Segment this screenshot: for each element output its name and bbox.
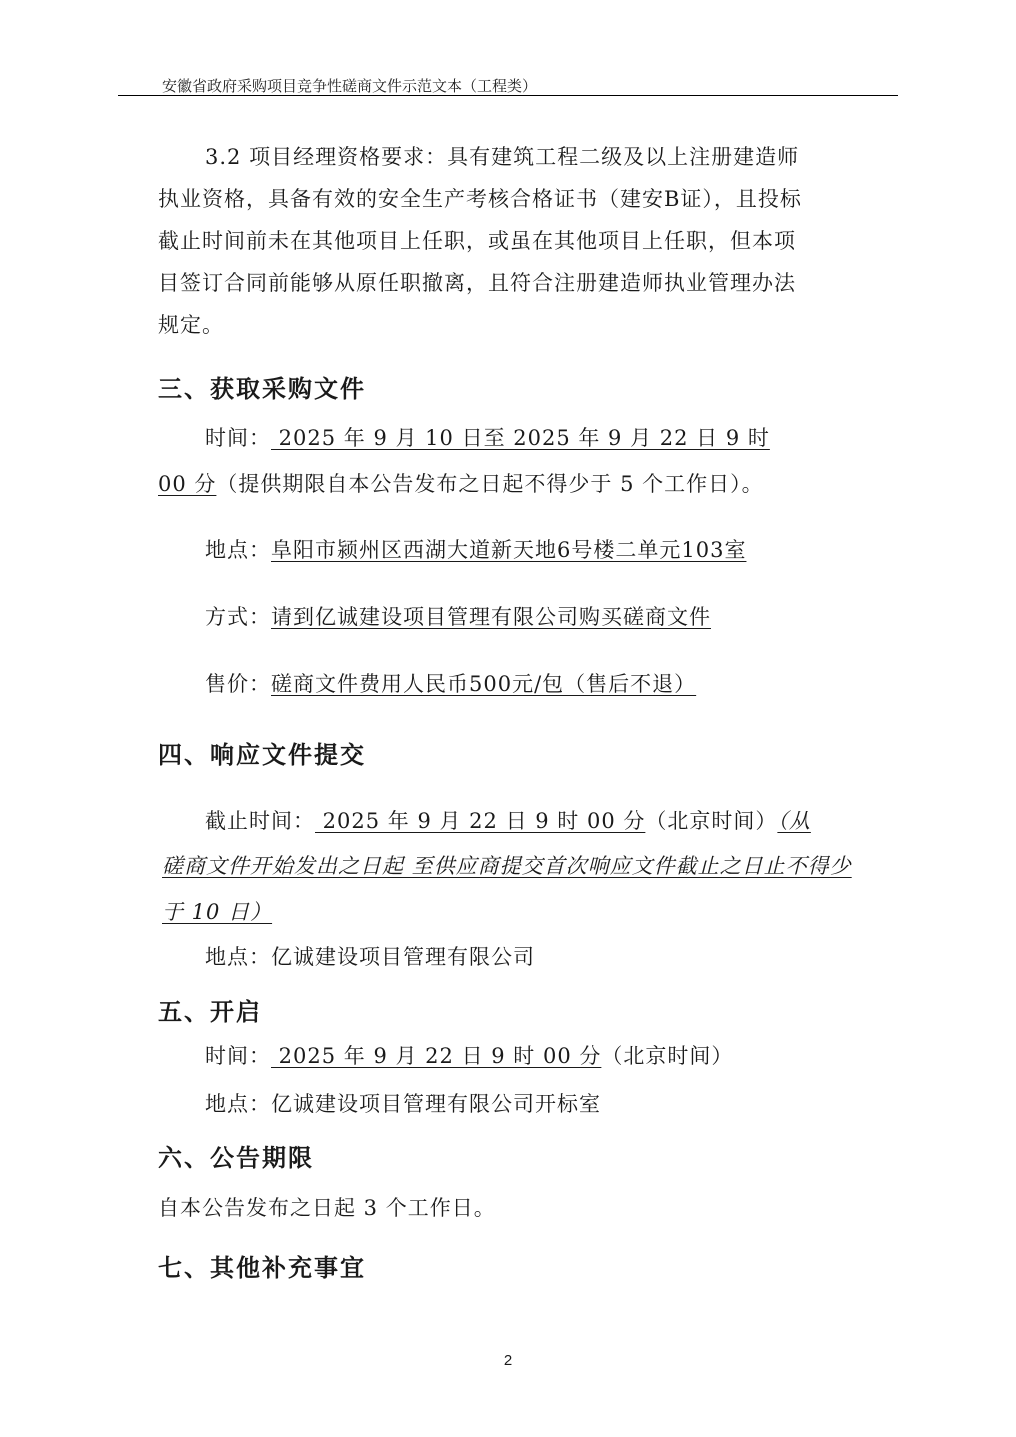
section3-time-note: （提供期限自本公告发布之日起不得少于 5 个工作日）。 <box>216 472 764 496</box>
section3-2-line-3: 截止时间前未在其他项目上任职，或虽在其他项目上任职，但本项 <box>158 229 796 253</box>
section5-place-label: 地点： <box>205 1092 271 1116</box>
section3-method-label: 方式： <box>205 605 271 629</box>
section3-2-line-4: 目签订合同前能够从原任职撤离，且符合注册建造师执业管理办法 <box>158 271 796 295</box>
section3-price-label: 售价： <box>205 672 271 696</box>
section3-time-value-cont: 00 分 <box>158 472 217 496</box>
header-rule <box>118 95 898 96</box>
section3-method-value: 请到亿诚建设项目管理有限公司购买磋商文件 <box>271 605 711 629</box>
section3-method-line <box>205 603 711 631</box>
section3-2-line-1: 3.2 项目经理资格要求：具有建筑工程二级及以上注册建造师 <box>205 145 800 169</box>
section5-time-value: 2025 年 9 月 22 日 9 时 00 分 <box>271 1044 602 1068</box>
section4-heading: 四、响应文件提交 <box>158 741 366 769</box>
section4-deadline-note-line-2: 磋商文件开始发出之日起 至供应商提交首次响应文件截止之日止不得少 <box>162 854 852 878</box>
section3-time-label: 时间： <box>205 426 271 450</box>
section4-deadline-value: 2025 年 9 月 22 日 9 时 00 分 <box>315 809 646 833</box>
section5-place-value: 亿诚建设项目管理有限公司开标室 <box>271 1092 601 1116</box>
section4-place-label: 地点： <box>205 945 271 969</box>
section5-time-label: 时间： <box>205 1044 271 1068</box>
section4-deadline-note-line-3: 于 10 日） <box>162 900 273 924</box>
section4-place-value: 亿诚建设项目管理有限公司 <box>271 945 535 969</box>
page-number: 2 <box>503 1352 513 1369</box>
section3-2-line-5: 规定。 <box>158 313 224 337</box>
section4-deadline-line <box>205 807 811 835</box>
section3-heading: 三、获取采购文件 <box>158 375 366 403</box>
section4-deadline-note-start: （从 <box>777 809 811 833</box>
section3-2-line-2: 执业资格，具备有效的安全生产考核合格证书（建安B证），且投标 <box>158 187 802 211</box>
section4-deadline-label: 截止时间： <box>205 809 315 833</box>
section5-time-tz: （北京时间） <box>601 1044 734 1068</box>
section3-place-label: 地点： <box>205 538 271 562</box>
section6-text: 自本公告发布之日起 3 个工作日。 <box>158 1196 496 1220</box>
section7-heading: 七、其他补充事宜 <box>158 1254 366 1282</box>
section3-price-line <box>205 670 696 698</box>
section4-place-line <box>205 943 535 971</box>
section4-deadline-tz: （北京时间） <box>645 809 778 833</box>
section3-place-value: 阜阳市颍州区西湖大道新天地6号楼二单元103室 <box>271 538 747 562</box>
section5-place-line <box>205 1090 601 1118</box>
section3-time-value: 2025 年 9 月 10 日至 2025 年 9 月 22 日 9 时 <box>271 426 770 450</box>
section3-time-line-2 <box>158 470 764 498</box>
section6-heading: 六、公告期限 <box>158 1144 314 1172</box>
section5-time-line <box>205 1042 733 1070</box>
section3-price-value: 磋商文件费用人民币500元/包（售后不退） <box>271 672 697 696</box>
section5-heading: 五、开启 <box>158 998 262 1026</box>
section3-time-line <box>205 424 770 452</box>
document-header-title: 安徽省政府采购项目竞争性磋商文件示范文本（工程类） <box>162 77 538 95</box>
section3-place-line <box>205 536 746 564</box>
